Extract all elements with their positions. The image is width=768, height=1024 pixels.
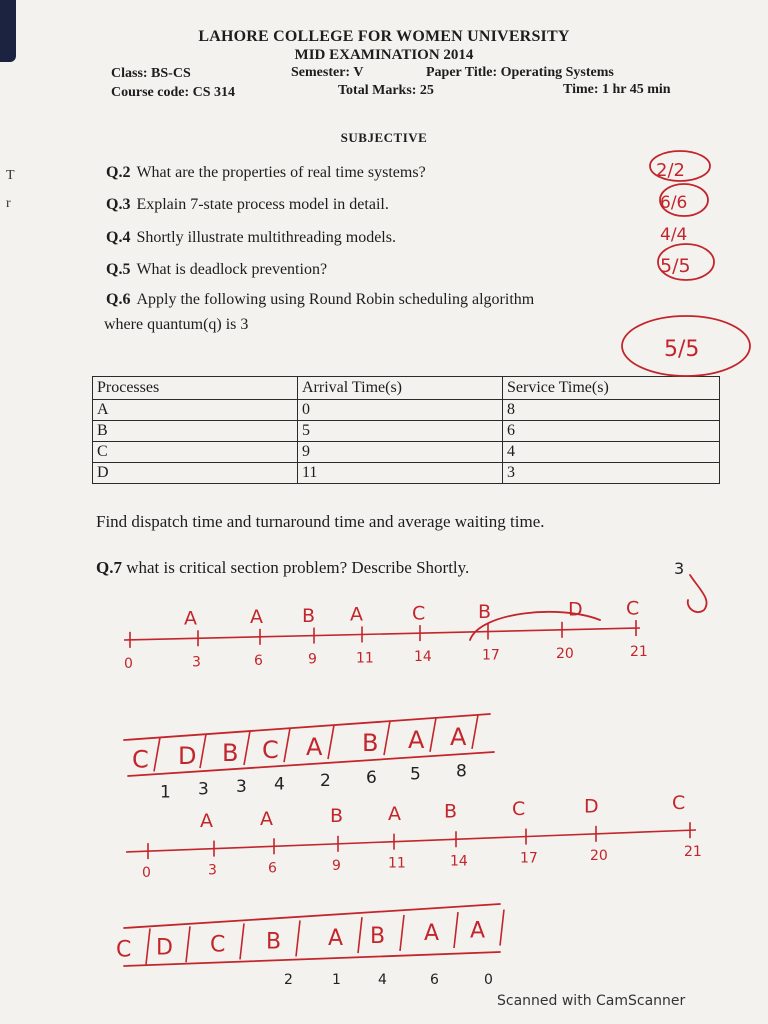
queue-divider — [200, 734, 206, 768]
queue-service-left: 2 — [320, 771, 331, 792]
score-circle — [688, 575, 707, 612]
queue-divider — [472, 715, 478, 749]
timeline-tick-label: 21 — [630, 644, 648, 661]
queue-cell: B — [222, 739, 239, 768]
timeline-tick-label: 0 — [142, 865, 151, 882]
exam-title: MID EXAMINATION 2014 — [294, 47, 474, 63]
timeline-process-label: A — [200, 810, 213, 833]
queue-cell: A — [408, 725, 425, 754]
score-q5: 5/5 — [660, 255, 691, 277]
timeline-tick-label: 20 — [556, 645, 574, 662]
total-marks: Total Marks: 25 — [338, 83, 434, 98]
queue-cell: A — [450, 722, 467, 751]
queue-service-left: 5 — [410, 764, 421, 785]
timeline-tick-label: 0 — [124, 655, 133, 672]
timeline-tick-label: 6 — [254, 652, 263, 669]
timeline-tick-label: 11 — [356, 650, 374, 667]
queue-service-left: 6 — [366, 767, 377, 788]
timeline-process-label: A — [260, 807, 273, 830]
margin-mark: T — [6, 168, 15, 183]
queue-service-left: 1 — [332, 972, 341, 988]
queue-divider — [154, 737, 160, 771]
queue-cell: C — [262, 736, 279, 765]
timeline-tick-label: 6 — [268, 860, 277, 877]
queue-service-left: 1 — [160, 782, 171, 803]
ready-queue-2 — [116, 904, 504, 988]
queue-divider — [400, 915, 404, 951]
table-row: B 5 6 — [93, 421, 720, 442]
timeline-process-label: C — [512, 798, 526, 821]
queue-divider — [358, 917, 362, 953]
queue-cell: C — [116, 937, 132, 963]
question-5: Q.5 What is deadlock prevention? — [106, 261, 328, 278]
queue-cell: A — [424, 921, 440, 947]
table-row: A 0 8 — [93, 400, 720, 421]
semester-label: Semester: V — [291, 65, 364, 80]
score-q7: 3 — [674, 559, 685, 578]
queue-cell: B — [362, 729, 379, 758]
queue-cell: B — [370, 923, 386, 949]
timeline-process-label: B — [330, 805, 344, 828]
queue-divider — [146, 928, 150, 964]
queue-divider — [284, 728, 290, 762]
ready-queue-1 — [124, 714, 494, 802]
queue-divider — [500, 910, 504, 946]
header-arrival: Arrival Time(s) — [298, 377, 503, 400]
queue-divider — [296, 920, 300, 956]
timeline-process-label: D — [584, 795, 599, 818]
timeline-1 — [124, 597, 648, 672]
queue-service-left: 3 — [198, 779, 209, 800]
question-7: Q.7 what is critical section problem? Describe Shortly. — [96, 558, 470, 577]
university-name: LAHORE COLLEGE FOR WOMEN UNIVERSITY — [198, 28, 570, 45]
timeline-tick-label: 3 — [192, 654, 201, 671]
queue-divider — [240, 923, 244, 959]
queue-service-left: 4 — [274, 774, 285, 795]
score-q2: 2/2 — [656, 160, 685, 181]
timeline-tick-label: 9 — [308, 651, 317, 668]
timeline-tick-label: 17 — [520, 850, 538, 867]
queue-divider — [244, 731, 250, 765]
queue-divider — [328, 725, 334, 759]
timeline-process-label: A — [388, 802, 401, 825]
queue-divider — [454, 912, 458, 948]
timeline-process-label: B — [302, 604, 316, 627]
score-q6: 5/5 — [664, 337, 700, 362]
table-row: D 11 3 — [93, 463, 720, 484]
queue-cell: A — [470, 918, 486, 944]
timeline-process-label: A — [350, 603, 363, 626]
timeline-process-label: B — [478, 600, 492, 623]
score-marks — [622, 151, 750, 612]
queue-service-left: 0 — [484, 972, 493, 988]
timeline-process-label: D — [568, 598, 583, 621]
queue-cell: C — [132, 745, 149, 774]
timeline-process-label: C — [672, 791, 686, 814]
timeline-process-label: A — [250, 606, 263, 629]
header-service: Service Time(s) — [503, 377, 720, 400]
timeline-tick-label: 17 — [482, 647, 500, 664]
time-allowed: Time: 1 hr 45 min — [563, 82, 671, 97]
timeline-tick-label: 21 — [684, 844, 702, 861]
section-title: SUBJECTIVE — [340, 130, 428, 145]
course-code: Course code: CS 314 — [111, 85, 236, 100]
margin-mark: r — [6, 196, 11, 211]
queue-box — [124, 904, 500, 966]
queue-divider — [430, 718, 436, 752]
queue-cell: B — [266, 929, 282, 955]
timeline-process-label: A — [184, 607, 197, 630]
queue-cell: A — [306, 733, 323, 762]
timeline-2 — [126, 792, 702, 881]
question-6: Q.6 Apply the following using Round Robin scheduling algorithm — [106, 291, 535, 308]
queue-service-left: 3 — [236, 777, 247, 798]
timeline-process-label: B — [444, 800, 458, 823]
timeline-process-label: C — [412, 602, 426, 625]
timeline-process-label: C — [626, 597, 640, 620]
question-2: Q.2 What are the properties of real time systems? — [106, 164, 426, 181]
timeline-axis — [126, 830, 696, 852]
timeline-tick-label: 11 — [388, 855, 406, 872]
queue-cell: C — [210, 932, 226, 958]
timeline-tick-label: 9 — [332, 857, 341, 874]
timeline-tick-label: 3 — [208, 862, 217, 879]
queue-cell: A — [328, 926, 344, 952]
camscanner-watermark: Scanned with CamScanner — [497, 993, 686, 1009]
question-4: Q.4 Shortly illustrate multithreading models. — [106, 229, 396, 246]
queue-cell: D — [178, 742, 197, 771]
question-3: Q.3 Explain 7-state process model in detail. — [106, 196, 389, 213]
score-q4: 4/4 — [660, 225, 688, 245]
table-row: C 9 4 — [93, 442, 720, 463]
queue-cell: D — [156, 935, 173, 961]
queue-service-left: 6 — [430, 972, 439, 988]
timeline-tick-label: 14 — [414, 649, 432, 666]
timeline-tick-label: 20 — [590, 847, 608, 864]
queue-service-left: 4 — [378, 972, 387, 988]
class-label: Class: BS-CS — [111, 66, 191, 81]
paper-title: Paper Title: Operating Systems — [426, 65, 614, 80]
score-q3: 6/6 — [660, 193, 688, 213]
timeline-tick-label: 14 — [450, 853, 468, 870]
queue-service-left: 8 — [456, 761, 467, 782]
header-processes: Processes — [93, 377, 298, 400]
queue-service-left: 2 — [284, 972, 293, 988]
queue-divider — [186, 926, 190, 962]
question-6-continued: where quantum(q) is 3 — [104, 316, 249, 333]
queue-divider — [384, 721, 390, 755]
find-instruction: Find dispatch time and turnaround time and average waiting time. — [96, 512, 545, 531]
